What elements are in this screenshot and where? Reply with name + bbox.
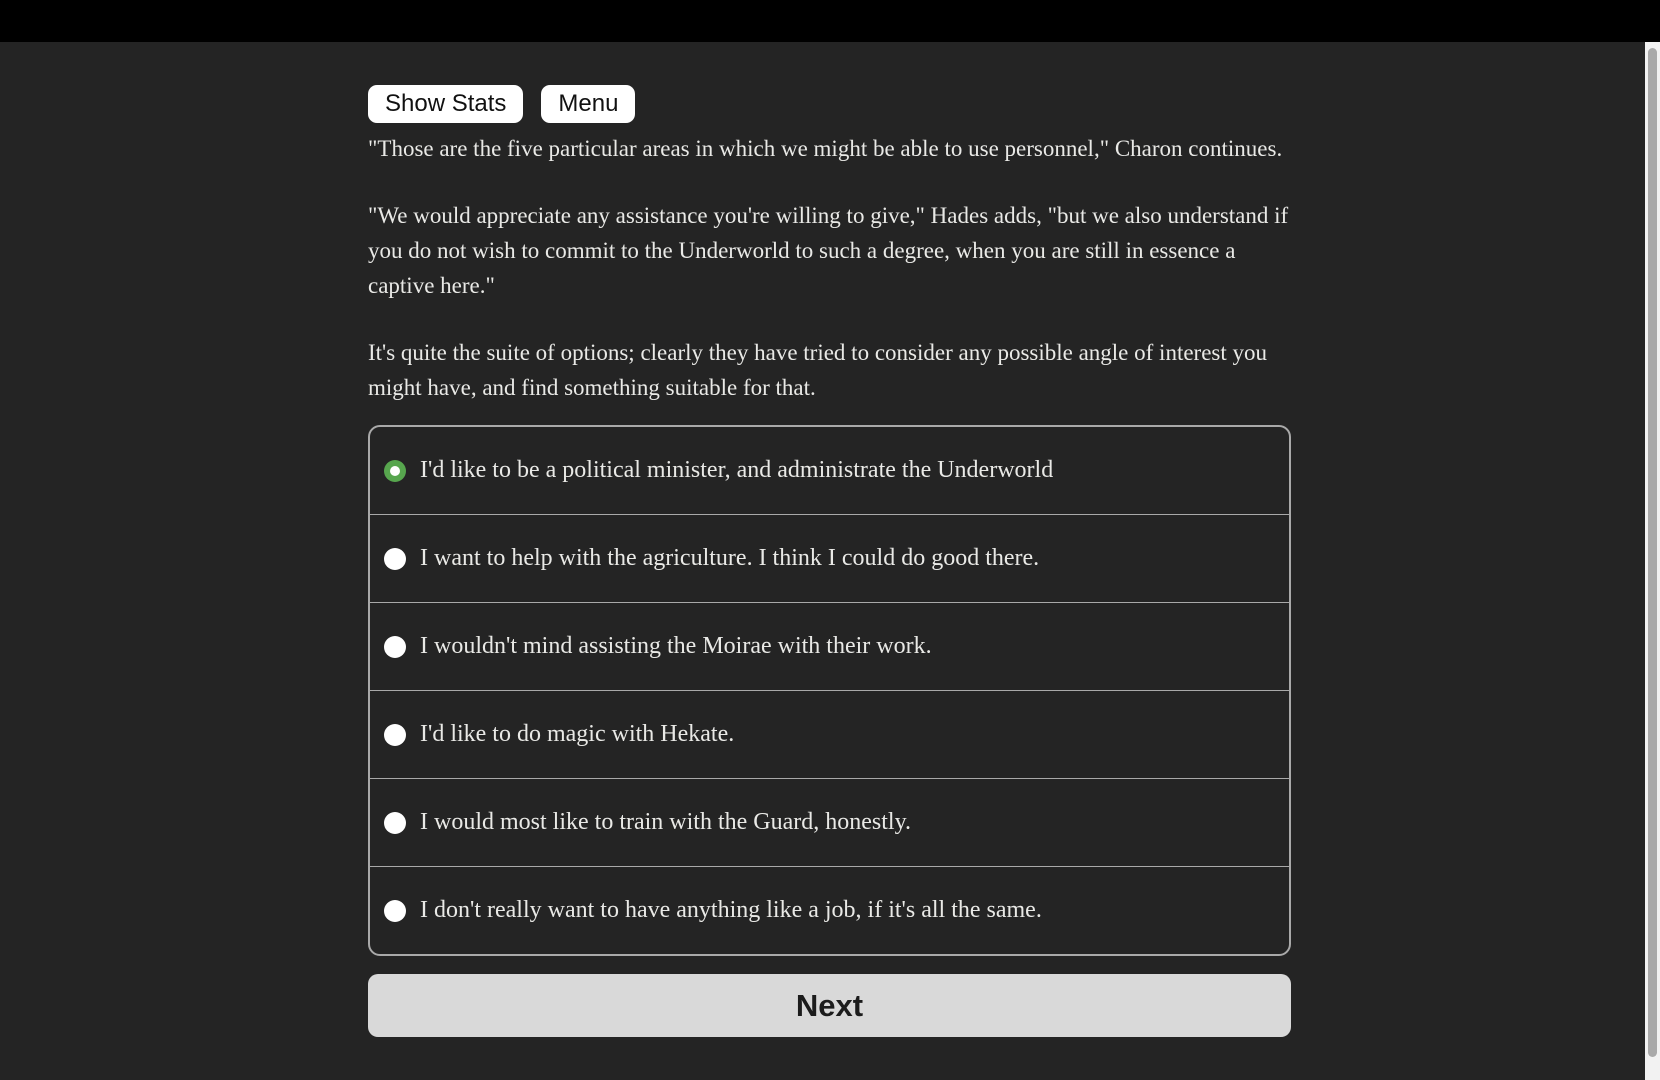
story-text: [368, 131, 1291, 405]
radio-selected-icon[interactable]: [384, 460, 406, 482]
scrollbar[interactable]: [1645, 42, 1660, 1080]
choice-label: I want to help with the agriculture. I think I could do good there.: [420, 545, 1040, 571]
game-page: [368, 85, 1291, 1037]
story-paragraph: "Those are the five particular areas in which we might be able to use personnel," Charon continues.: [368, 136, 1283, 161]
toolbar: [368, 85, 1291, 123]
choice-option[interactable]: [370, 866, 1289, 954]
choice-option[interactable]: [370, 602, 1289, 690]
choice-option[interactable]: [370, 514, 1289, 602]
radio-unselected-icon[interactable]: [384, 724, 406, 746]
radio-unselected-icon[interactable]: [384, 548, 406, 570]
choice-label: I would most like to train with the Guard, honestly.: [420, 809, 912, 835]
choice-option[interactable]: [370, 690, 1289, 778]
next-button[interactable]: Next: [368, 974, 1291, 1037]
choice-option[interactable]: [370, 778, 1289, 866]
choice-list: [368, 425, 1291, 956]
choice-option[interactable]: [370, 427, 1289, 514]
top-bar: [0, 0, 1660, 42]
choice-label: I'd like to be a political minister, and administrate the Underworld: [420, 457, 1054, 483]
radio-unselected-icon[interactable]: [384, 900, 406, 922]
story-paragraph: It's quite the suite of options; clearly they have tried to consider any possible angle of interest you might have, and find something suitable for that.: [368, 340, 1267, 400]
menu-button[interactable]: Menu: [541, 85, 635, 123]
story-paragraph: "We would appreciate any assistance you're willing to give," Hades adds, "but we also understand if you do not wish to commit to the Underworld to such a degree, when you are still in essence a captive here.": [368, 203, 1289, 298]
show-stats-button[interactable]: Show Stats: [368, 85, 523, 123]
radio-unselected-icon[interactable]: [384, 812, 406, 834]
choice-label: I'd like to do magic with Hekate.: [420, 721, 735, 747]
choice-label: I don't really want to have anything like a job, if it's all the same.: [420, 897, 1042, 923]
choice-label: I wouldn't mind assisting the Moirae with their work.: [420, 633, 932, 659]
scrollbar-thumb[interactable]: [1648, 48, 1657, 1057]
radio-unselected-icon[interactable]: [384, 636, 406, 658]
